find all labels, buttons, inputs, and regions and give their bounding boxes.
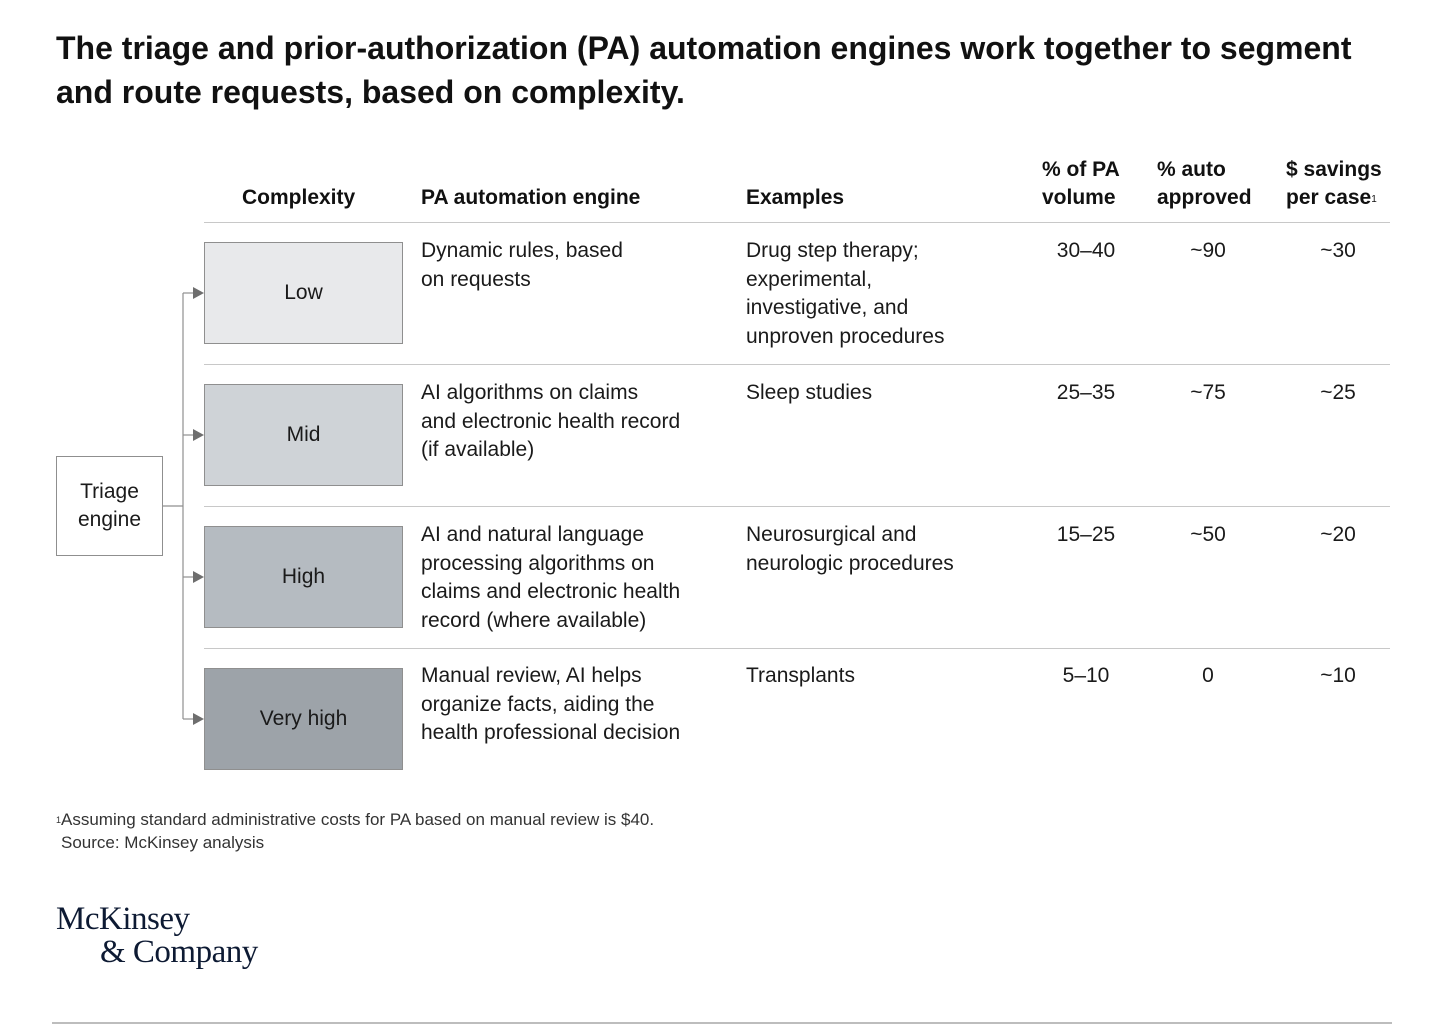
auto-approved-cell: ~90 [1190, 239, 1226, 262]
footnote-mark: 1 [56, 815, 62, 825]
engine-cell: Dynamic rules, based on requests [421, 239, 623, 291]
savings-cell: ~30 [1320, 239, 1356, 262]
mckinsey-logo [56, 903, 258, 969]
header-auto-line2: approved [1157, 186, 1252, 209]
auto-approved-cell: 0 [1202, 664, 1214, 687]
engine-cell: AI and natural language processing algorithms on claims and electronic health record (where available) [421, 523, 681, 632]
header-volume-line2: volume [1042, 186, 1116, 209]
header-savings-line1: $ savings [1286, 158, 1382, 181]
examples-cell: Transplants [746, 664, 855, 687]
engine-cell: Manual review, AI helps organize facts, aiding the health professional decision [421, 664, 681, 744]
examples-cell: Sleep studies [746, 381, 873, 404]
header-complexity: Complexity [242, 186, 356, 209]
savings-cell: ~20 [1320, 523, 1356, 546]
complexity-box-high: High [204, 526, 403, 628]
volume-cell: 30–40 [1056, 239, 1116, 262]
header-volume-line1: % of PA [1042, 158, 1120, 181]
source-line: Source: McKinsey analysis [61, 833, 265, 852]
arrow-high-icon [193, 571, 204, 583]
volume-cell: 25–35 [1056, 381, 1116, 404]
engine-cell: AI algorithms on claims and electronic health record (if available) [421, 381, 681, 461]
header-savings-footnote-mark: 1 [1371, 194, 1377, 205]
header-savings-line2: per case [1286, 186, 1372, 209]
logo-line1: McKinsey [56, 901, 190, 937]
complexity-box-low: Low [204, 242, 403, 344]
arrow-low-icon [193, 287, 204, 299]
volume-cell: 5–10 [1062, 664, 1110, 687]
examples-cell: Drug step therapy; experimental, investigative, and unproven procedures [746, 239, 945, 348]
header-auto-line1: % auto [1157, 158, 1226, 181]
volume-cell: 15–25 [1056, 523, 1116, 546]
bottom-divider [52, 1022, 1392, 1024]
auto-approved-cell: ~75 [1190, 381, 1226, 404]
auto-approved-cell: ~50 [1190, 523, 1226, 546]
triage-engine-box: Triage engine [56, 456, 163, 556]
header-examples: Examples [746, 186, 845, 209]
arrow-mid-icon [193, 429, 204, 441]
savings-cell: ~25 [1320, 381, 1356, 404]
footnote [56, 808, 654, 854]
arrow-very-high-icon [193, 713, 204, 725]
footnote-text-line [56, 808, 654, 831]
footnote-text: Assuming standard administrative costs for PA based on manual review is $40. [61, 810, 655, 829]
header-engine: PA automation engine [421, 186, 641, 209]
logo-line2: & Company [100, 934, 258, 970]
examples-cell: Neurosurgical and neurologic procedures [746, 523, 954, 575]
complexity-box-mid: Mid [204, 384, 403, 486]
complexity-box-very-high: Very high [204, 668, 403, 770]
savings-cell: ~10 [1320, 664, 1356, 687]
page-title: The triage and prior-authorization (PA) automation engines work together to segment and route requests, based on complexity. [56, 30, 1352, 110]
